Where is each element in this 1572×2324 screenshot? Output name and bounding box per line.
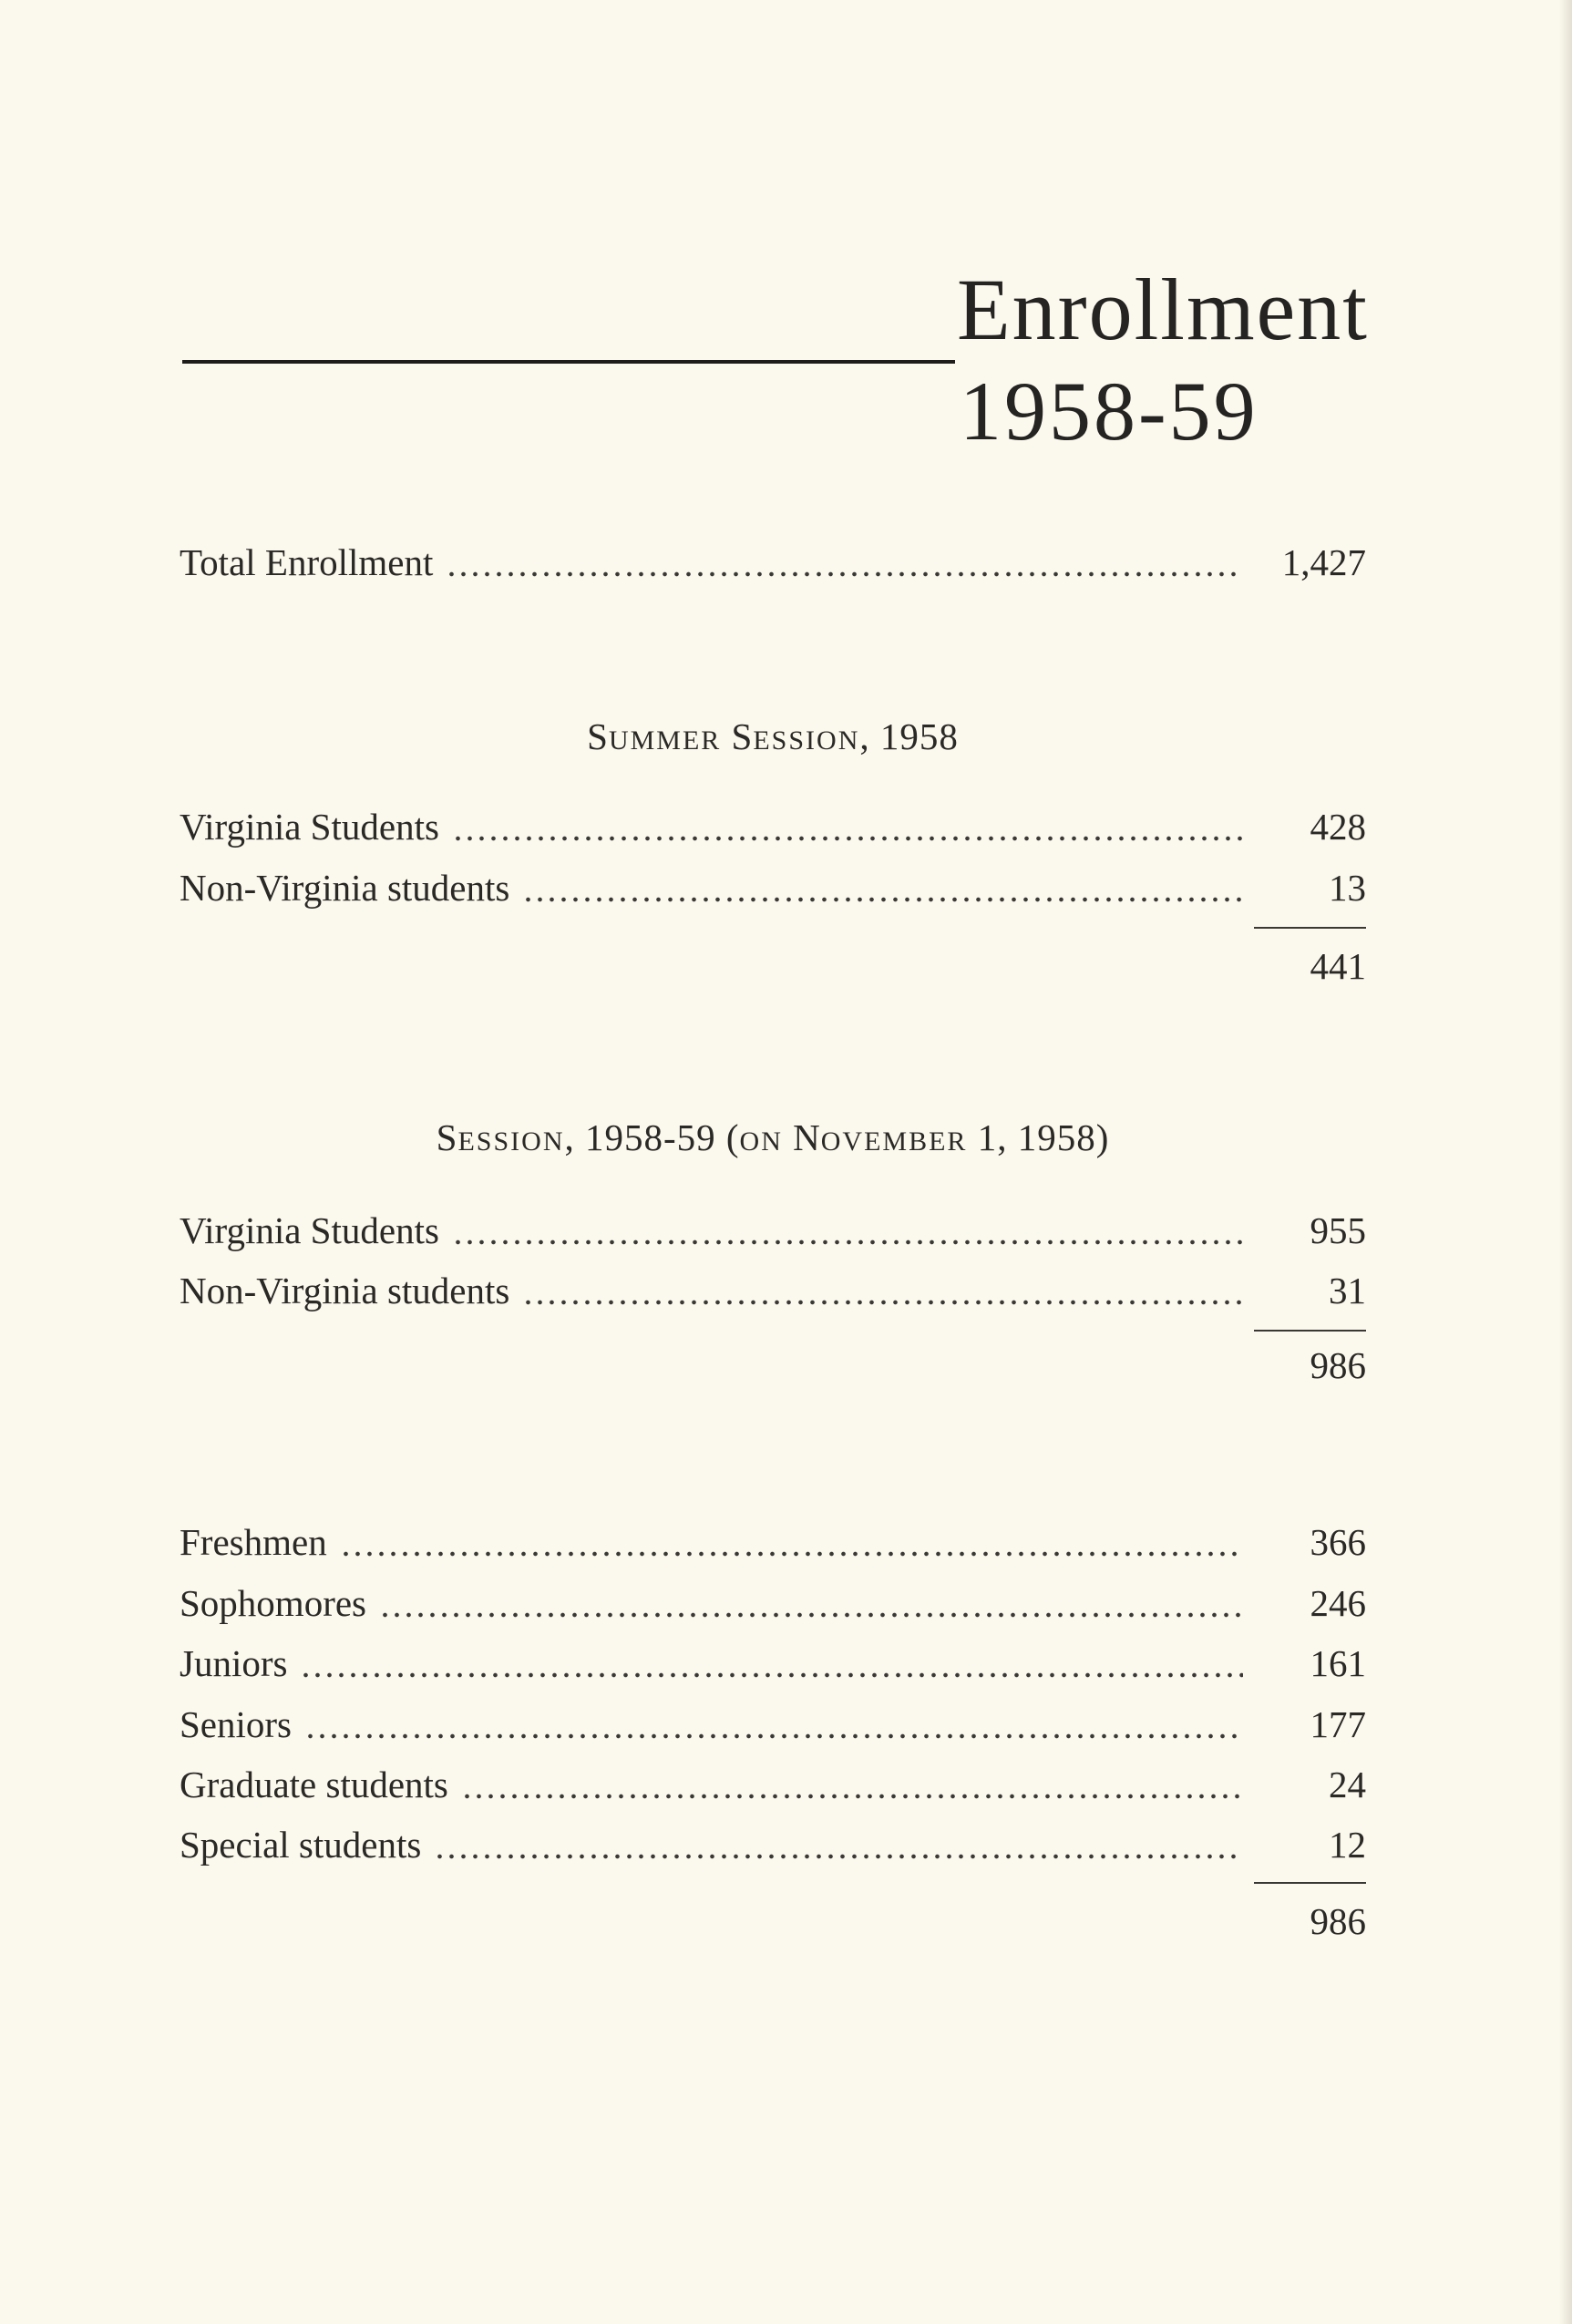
row-label: Graduate students [180,1764,448,1805]
dot-leader [300,1645,1243,1682]
sum-rule [1254,1882,1366,1884]
row-value: 161 [1310,1642,1366,1684]
dot-leader [434,1826,1243,1864]
seniors-row [180,1691,1366,1743]
juniors-row [180,1630,1366,1682]
heading-text: ESSION [753,725,860,756]
row-value: 955 [1310,1209,1366,1251]
heading-text: ON [739,1126,783,1157]
summer-total: 441 [1310,945,1366,987]
sum-rule [1254,927,1366,929]
graduate-students-row [180,1751,1366,1804]
sophomores-row [180,1569,1366,1622]
row-value: 177 [1310,1703,1366,1745]
session-non-virginia-row [180,1257,1366,1310]
row-label: Virginia Students [180,806,439,848]
header-rule [182,360,955,364]
dot-leader [461,1766,1243,1804]
row-label: Non-Virginia students [180,867,510,909]
row-label: Freshmen [180,1521,327,1563]
total-enrollment-row [180,529,1366,581]
row-label: Juniors [180,1642,288,1684]
heading-text: S [436,1116,458,1158]
row-value: 24 [1329,1764,1366,1805]
row-value: 1,427 [1281,541,1366,583]
session-total: 986 [1310,1344,1366,1386]
summer-non-virginia-row [180,854,1366,907]
heading-text: S [587,715,609,757]
row-label: Virginia Students [180,1209,439,1251]
row-value: 13 [1329,867,1366,909]
dot-leader [522,869,1243,907]
regular-session-heading [180,1116,1366,1158]
row-label: Sophomores [180,1582,366,1624]
summer-session-heading [180,715,1366,757]
heading-text: , 1958-59 ( [564,1116,740,1158]
summer-virginia-row [180,793,1366,846]
row-label: Special students [180,1824,422,1866]
dot-leader [446,544,1243,581]
row-value: 31 [1329,1270,1366,1311]
heading-text: UMMER [608,725,722,756]
freshmen-row [180,1508,1366,1561]
row-value: 428 [1310,806,1366,848]
dot-leader [452,808,1243,846]
dot-leader [452,1212,1243,1249]
heading-text: N [782,1116,821,1158]
row-value: 12 [1329,1824,1366,1866]
row-label: Non-Virginia students [180,1270,510,1311]
sum-rule [1254,1330,1366,1332]
heading-text: 1, 1958) [967,1116,1110,1158]
heading-text: OVEMBER [820,1126,968,1157]
heading-text: , 1958 [859,715,959,757]
session-virginia-row [180,1197,1366,1249]
heading-text: ESSION [457,1126,565,1157]
page-title: Enrollment [957,261,1369,358]
dot-leader [522,1272,1243,1310]
page-year: 1958-59 [960,365,1259,458]
row-label: Seniors [180,1703,292,1745]
row-label: Total Enrollment [180,541,434,583]
dot-leader [379,1585,1243,1622]
row-value: 246 [1310,1582,1366,1624]
dot-leader [340,1524,1243,1561]
heading-text: S [721,715,754,757]
page-edge-shadow [1559,0,1572,2324]
classes-total: 986 [1310,1900,1366,1942]
row-value: 366 [1310,1521,1366,1563]
dot-leader [304,1706,1243,1743]
special-students-row [180,1811,1366,1864]
